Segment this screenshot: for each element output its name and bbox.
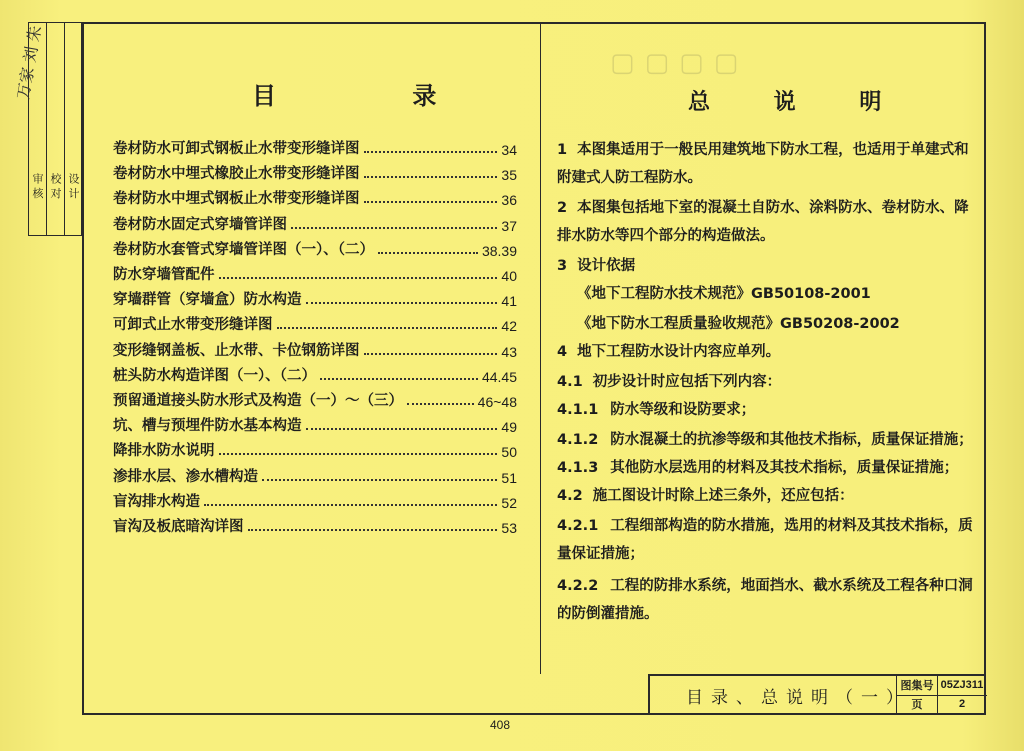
toc-item-title: 卷材防水可卸式钢板止水带变形缝详图 <box>113 141 360 157</box>
dot-leader <box>407 403 474 405</box>
toc-item-title: 预留通道接头防水形式及构造（一）～（三） <box>113 393 403 409</box>
notes-heading: 总 说 明 <box>688 90 910 115</box>
toc-item-page: 35 <box>501 167 517 184</box>
note-number: 4.1.1 <box>557 402 599 418</box>
toc-item-page: 51 <box>501 469 517 486</box>
note-line <box>557 398 967 419</box>
note-text: 地下工程防水设计内容应单列。 <box>577 344 781 360</box>
toc-item-page: 40 <box>501 268 517 284</box>
dot-leader <box>262 479 497 481</box>
note-number: 4.1.3 <box>557 460 599 476</box>
design-label: 设 计 <box>67 173 80 199</box>
note-text: 排水防水等四个部分的构造做法。 <box>557 228 775 244</box>
note-line <box>557 514 973 535</box>
note-line <box>557 138 967 159</box>
toc-item-title: 卷材防水中埋式橡胶止水带变形缝详图 <box>113 166 360 183</box>
toc-item-page: 44.45 <box>481 368 517 385</box>
note-line <box>557 224 967 245</box>
dot-leader <box>248 529 498 531</box>
note-text: 工程细部构造的防水措施，选用的材料及其技术指标，质 <box>610 518 973 534</box>
note-line <box>557 254 967 275</box>
title-block-meta <box>896 676 987 715</box>
note-line <box>557 340 967 361</box>
dot-leader <box>204 504 497 506</box>
note-line <box>557 312 987 333</box>
toc-heading: 目 录 <box>252 82 501 110</box>
page-label: 页 <box>897 695 938 714</box>
toc-item-title: 防水穿墙管配件 <box>113 267 215 283</box>
book-page-number: 408 <box>490 718 511 732</box>
note-line <box>557 542 967 563</box>
bleed-through-heading: ▢▢▢▢ <box>610 48 749 78</box>
note-text: 《地下防水工程质量验收规范》GB50208-2002 <box>577 316 900 332</box>
toc-row <box>113 235 517 259</box>
note-line <box>557 602 967 623</box>
dot-leader <box>306 302 498 304</box>
toc-item-title: 卷材防水固定式穿墙管详图 <box>113 216 287 233</box>
note-text: 施工图设计时除上述三条外，还应包括： <box>592 488 854 504</box>
toc-item-page: 36 <box>501 192 517 209</box>
note-number: 4.1 <box>557 374 583 390</box>
toc-item-page: 34 <box>501 142 517 158</box>
note-line <box>557 456 967 477</box>
note-number: 1 <box>557 142 568 158</box>
note-number: 4 <box>557 344 568 360</box>
review-label: 审 核 <box>31 173 44 199</box>
note-text: 初步设计时应包括下列内容： <box>592 374 782 390</box>
toc-item-page: 46~48 <box>477 394 517 410</box>
note-text: 《地下工程防水技术规范》GB50108-2001 <box>577 286 871 302</box>
note-text: 防水混凝土的抗渗等级和其他技术指标，质量保证措施； <box>610 432 973 448</box>
toc-row <box>113 285 517 309</box>
note-line <box>557 428 973 449</box>
toc-row <box>113 512 517 536</box>
note-text: 防水等级和设防要求； <box>610 402 756 418</box>
toc-item-page: 53 <box>501 520 517 536</box>
note-text: 设计依据 <box>577 258 636 274</box>
dot-leader <box>378 252 478 254</box>
dot-leader <box>364 353 498 355</box>
set-number-row <box>897 676 987 696</box>
dot-leader <box>306 428 498 430</box>
note-text: 其他防水层选用的材料及其技术指标，质量保证措施； <box>610 460 959 476</box>
toc-item-title: 卷材防水中埋式钢板止水带变形缝详图 <box>113 191 360 208</box>
note-line <box>557 574 973 595</box>
toc-item-title: 盲沟及板底暗沟详图 <box>113 519 244 535</box>
note-text: 本图集适用于一般民用建筑地下防水工程，也适用于单建式和 <box>577 142 969 158</box>
note-line <box>557 166 967 187</box>
page-value: 2 <box>958 698 966 710</box>
note-line <box>557 484 967 505</box>
note-number: 2 <box>557 200 568 216</box>
note-number: 4.2.1 <box>557 518 599 534</box>
dot-leader <box>320 378 478 380</box>
dot-leader <box>219 277 498 279</box>
toc-item-title: 盲沟排水构造 <box>113 493 200 510</box>
dot-leader <box>219 453 498 455</box>
toc-item-page: 41 <box>501 293 517 310</box>
toc-row <box>113 210 517 234</box>
toc-row <box>113 134 517 158</box>
title-block-title: 目录、总说明（一） <box>686 688 911 708</box>
toc-row <box>113 184 517 208</box>
toc-item-page: 43 <box>501 343 517 360</box>
design-column <box>65 23 83 235</box>
note-text: 本图集包括地下室的混凝土自防水、涂料防水、卷材防水、降 <box>577 200 969 216</box>
handwritten-signatures: 万家 刘 朱 <box>13 24 45 101</box>
toc-row <box>113 361 517 385</box>
toc-item-page: 42 <box>501 318 517 335</box>
toc-item-page: 52 <box>501 494 517 511</box>
note-text: 的防倒灌措施。 <box>557 606 659 622</box>
note-text: 附建式人防工程防水。 <box>557 170 702 186</box>
note-line <box>557 370 967 391</box>
dot-leader <box>364 176 498 178</box>
toc-row <box>113 310 517 334</box>
toc-row <box>113 411 517 435</box>
note-number: 4.1.2 <box>557 432 599 448</box>
check-label: 校 对 <box>49 173 62 199</box>
toc-item-title: 卷材防水套管式穿墙管详图（一）、（二） <box>113 241 374 258</box>
toc-row <box>113 436 517 460</box>
column-divider <box>540 22 541 674</box>
note-number: 4.2.2 <box>557 578 599 594</box>
toc-item-page: 38.39 <box>481 242 517 259</box>
page-row <box>897 695 987 714</box>
toc-row <box>113 260 517 284</box>
toc-row <box>113 386 517 410</box>
toc-item-page: 49 <box>501 419 517 436</box>
toc-item-title: 桩头防水构造详图（一）、（二） <box>113 367 316 384</box>
dot-leader <box>291 227 497 229</box>
toc-item-title: 渗排水层、渗水槽构造 <box>113 468 258 485</box>
toc-row <box>113 462 517 486</box>
dot-leader <box>364 151 498 153</box>
toc-item-title: 坑、槽与预埋件防水基本构造 <box>113 418 302 435</box>
title-block <box>648 674 986 715</box>
toc-item-title: 变形缝钢盖板、止水带、卡位钢筋详图 <box>113 342 360 359</box>
toc-item-title: 穿墙群管（穿墙盒）防水构造 <box>113 292 302 309</box>
toc-item-title: 降排水防水说明 <box>113 443 215 460</box>
toc-item-page: 50 <box>501 444 517 461</box>
note-text: 工程的防排水系统，地面挡水、截水系统及工程各种口洞 <box>610 578 973 594</box>
toc-row <box>113 159 517 183</box>
set-number-label: 图集号 <box>897 676 938 695</box>
note-text: 量保证措施； <box>557 546 644 562</box>
set-number-value: 05ZJ311 <box>940 679 984 691</box>
toc-item-title: 可卸式止水带变形缝详图 <box>113 317 273 334</box>
note-line <box>557 196 967 217</box>
toc-row <box>113 336 517 360</box>
note-line <box>557 282 987 303</box>
toc-item-page: 37 <box>501 217 517 234</box>
note-number: 3 <box>557 258 568 274</box>
note-number: 4.2 <box>557 488 583 504</box>
dot-leader <box>277 327 498 329</box>
toc-row <box>113 487 517 511</box>
dot-leader <box>364 201 498 203</box>
